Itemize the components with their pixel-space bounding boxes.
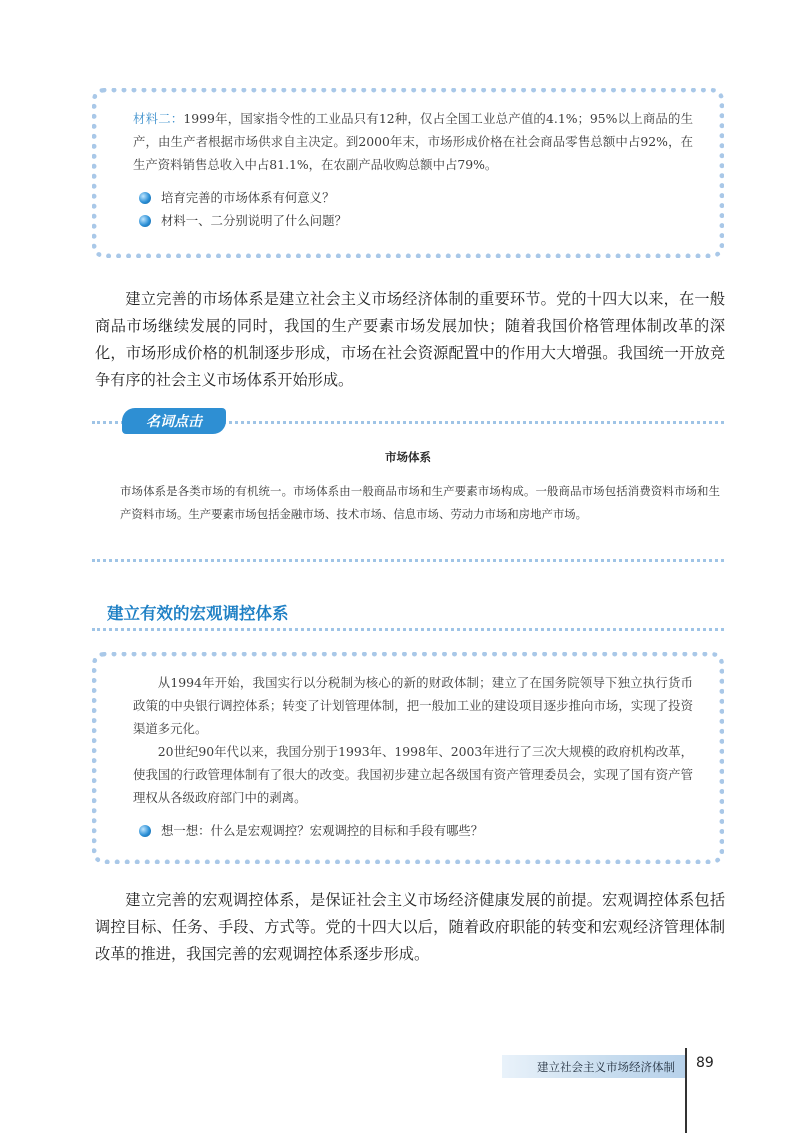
term-divider-bottom [92, 559, 724, 562]
footer-rule [685, 1048, 687, 1133]
term-title: 市场体系 [385, 450, 431, 464]
material-text: 材料二：1999年，国家指令性的工业品只有12种，仅占全国工业总产值的4.1%；95%以上商品的生产，由生产者根据市场供求自主决定。到2000年末，市场形成价格在社会商品零售总额中占92%，在生产资料销售总收入中占81.1%，在农副产品收购总额中占79%。 [133, 111, 693, 172]
info-paragraph: 20世纪90年代以来，我国分别于1993年、1998年、2003年进行了三次大规模的政府机构改革，使我国的行政管理体制有了很大的改变。我国初步建立起各级国有资产管理委员会，实现了国有资产管理权从各级政府部门中的剥离。 [133, 744, 693, 805]
page-number: 89 [696, 1055, 714, 1071]
bullet-icon [139, 215, 151, 227]
bullet-icon [139, 825, 151, 837]
question-item: 培育完善的市场体系有何意义？ [139, 186, 693, 209]
info-box [92, 652, 724, 864]
section-heading: 建立有效的宏观调控体系 [107, 604, 289, 623]
chapter-footer: 建立社会主义市场经济体制 [502, 1055, 685, 1078]
term-definition: 市场体系是各类市场的有机统一。市场体系由一般商品市场和生产要素市场构成。一般商品市场包括消费资料市场和生产资料市场。生产要素市场包括金融市场、技术市场、信息市场、劳动力市场和房地产市场。 [120, 484, 720, 521]
heading-divider [92, 628, 724, 631]
material-box [92, 88, 724, 258]
term-tag: 名词点击 [122, 408, 226, 434]
body-paragraph: 建立完善的宏观调控体系，是保证社会主义市场经济健康发展的前提。宏观调控体系包括调控目标、任务、手段、方式等。党的十四大以后，随着政府职能的转变和宏观经济管理体制改革的推进，我国完善的宏观调控体系逐步形成。 [95, 891, 725, 963]
question-item: 想一想：什么是宏观调控？宏观调控的目标和手段有哪些？ [139, 819, 693, 842]
material-label: 材料二： [133, 111, 184, 126]
question-list [133, 186, 693, 232]
question-list [133, 819, 693, 842]
question-item: 材料一、二分别说明了什么问题？ [139, 209, 693, 232]
bullet-icon [139, 192, 151, 204]
info-paragraph: 从1994年开始，我国实行以分税制为核心的新的财政体制；建立了在国务院领导下独立执行货币政策的中央银行调控体系；转变了计划管理体制，把一般加工业的建设项目逐步推向市场，实现了投资渠道多元化。 [133, 675, 693, 736]
body-paragraph: 建立完善的市场体系是建立社会主义市场经济体制的重要环节。党的十四大以来，在一般商品市场继续发展的同时，我国的生产要素市场发展加快；随着我国价格管理体制改革的深化，市场形成价格的机制逐步形成，市场在社会资源配置中的作用大大增强。我国统一开放竞争有序的社会主义市场体系开始形成。 [95, 290, 725, 389]
